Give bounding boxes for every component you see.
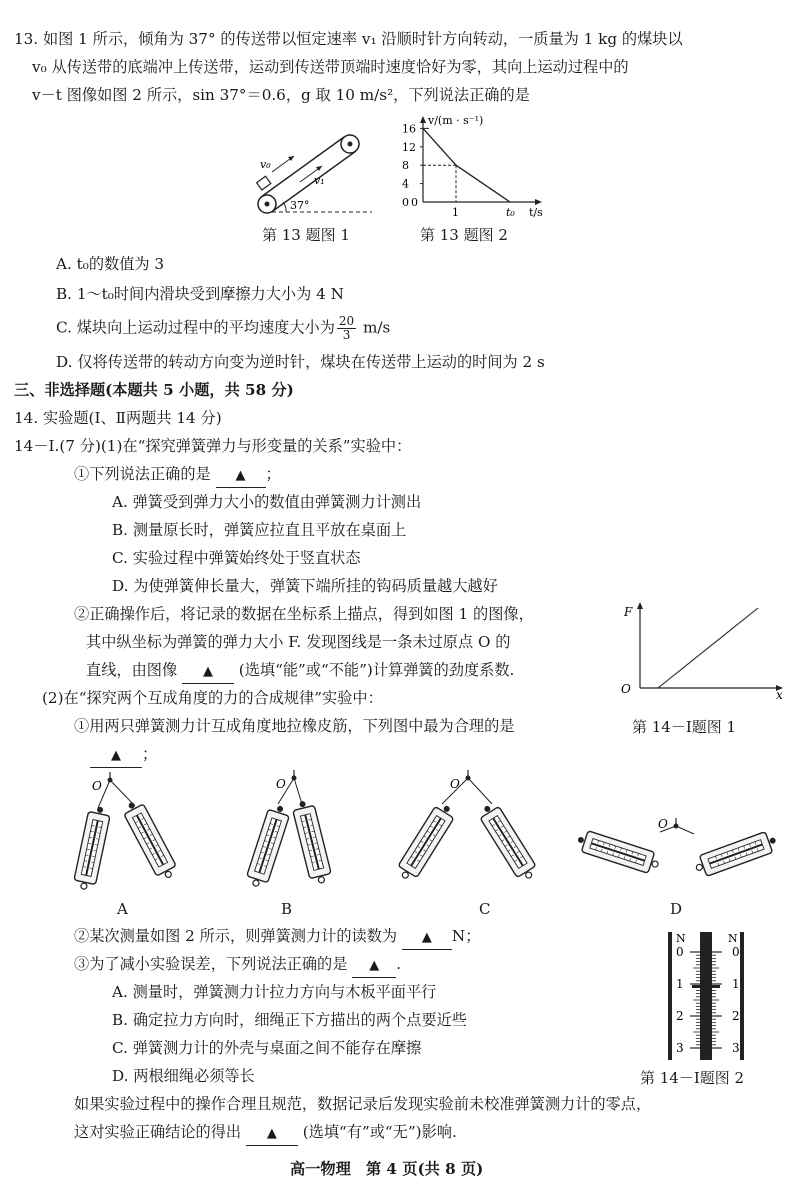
answer-blank-2[interactable]: ▲ — [182, 661, 234, 684]
answer-blank-4[interactable]: ▲ — [402, 927, 452, 950]
q13-option-c-numerator: 20 — [338, 314, 355, 328]
q14-heading: 14. 实验题(Ⅰ、Ⅱ两题共 14 分) — [14, 409, 222, 427]
scale-unit-left: N — [676, 932, 686, 945]
q13-option-c-unit: m/s — [363, 318, 391, 337]
q14-p1-q1-option-d: D. 为使弹簧伸长量大，弹簧下端所挂的钩码质量越大越好 — [112, 577, 498, 595]
q13-stem-line1: 13. 如图 1 所示，倾角为 37° 的传送带以恒定速率 v₁ 沿顺时针方向转动，一质量为 1 kg 的煤块以 — [14, 30, 683, 48]
q13-option-c-text: C. 煤块向上运动过程中的平均速度大小为 — [56, 318, 335, 337]
q13-fig2-vt-chart — [398, 110, 548, 220]
q14-p1-q2-line3 — [86, 659, 514, 684]
q13-fig2-xlabel: t/s — [529, 206, 543, 219]
q14-p1-q2-line1: ②正确操作后，将记录的数据在坐标系上描点，得到如图 1 的图像， — [74, 605, 534, 623]
q14-fig-i2-caption: 第 14－Ⅰ题图 2 — [640, 1069, 745, 1087]
q14-p1-q1-option-a: A. 弹簧受到弹力大小的数值由弹簧测力计测出 — [112, 493, 422, 511]
q14-p2-q1-text: ①用两只弹簧测力计互成角度地拉橡皮筋，下列图中最为合理的是 — [74, 717, 515, 735]
q14-p1-q1-text: ①下列说法正确的是 — [74, 465, 211, 483]
q14-fig-i1-F: F — [624, 605, 633, 619]
vt-xtick-1: 1 — [452, 206, 459, 219]
q13-fig1-caption: 第 13 题图 1 — [262, 226, 350, 244]
q14-fig-i1-origin: O — [621, 682, 631, 696]
scale-label-left-2: 2 — [676, 1009, 684, 1023]
q14-last-line2 — [74, 1121, 457, 1146]
scale-label-left-1: 1 — [676, 977, 684, 991]
q14-p2-heading: (2)在“探究两个互成角度的力的合成规律”实验中： — [42, 689, 383, 707]
spring-figure-c — [394, 770, 539, 883]
q14-p2-q2 — [74, 925, 480, 950]
q13-fig1-conveyor — [252, 122, 382, 217]
q13-fig2-caption: 第 13 题图 2 — [420, 226, 508, 244]
footer — [290, 1158, 483, 1180]
q14-p1-q1: ①下列说法正确的是 ▲ ； — [74, 463, 281, 488]
q14-fig-i1-graph — [618, 600, 788, 700]
q14-fig-i1-x: x — [776, 688, 783, 700]
spring-figure-a — [73, 772, 180, 891]
q14-p2-q3-option-c: C. 弹簧测力计的外壳与桌面之间不能存在摩擦 — [112, 1039, 422, 1057]
q14-fig-i2-scale-reading — [662, 930, 752, 1062]
q14-p2-spring-figures — [70, 768, 780, 898]
fig-d-O-label: O — [658, 817, 668, 831]
q13-option-c — [56, 315, 390, 342]
vt-ytick-4: 4 — [402, 177, 409, 191]
q14-last-line2-post: (选填“有”或“无”)影响. — [302, 1123, 457, 1141]
q14-p1-q1-option-c: C. 实验过程中弹簧始终处于竖直状态 — [112, 549, 361, 567]
q14-part1-heading: 14－Ⅰ.(7 分)(1)在“探究弹簧弹力与形变量的关系”实验中： — [14, 437, 412, 455]
scale-label-left-3: 3 — [676, 1041, 684, 1055]
fig-label-a: A — [117, 900, 128, 918]
scale-label-right-3: 3 — [732, 1041, 740, 1055]
q13-option-d: D. 仅将传送带的转动方向变为逆时针，煤块在传送带上运动的时间为 2 s — [56, 353, 545, 371]
spring-figure-b — [245, 770, 333, 889]
q14-fig-i1-caption: 第 14－Ⅰ题图 1 — [632, 718, 737, 736]
q14-p2-q3-text: ③为了减小实验误差，下列说法正确的是 — [74, 955, 348, 973]
vt-ytick-8: 8 — [402, 159, 409, 173]
q13-option-b: B. 1～t₀时间内滑块受到摩擦力大小为 4 N — [56, 285, 344, 303]
q14-last-line2-pre: 这对实验正确结论的得出 — [74, 1123, 242, 1141]
q13-option-c-fraction — [337, 315, 356, 342]
q14-p2-q3-option-b: B. 确定拉力方向时，细绳正下方描出的两个点要近些 — [112, 1011, 467, 1029]
fig-label-d: D — [670, 900, 683, 918]
answer-blank-1[interactable]: ▲ — [216, 465, 266, 488]
answer-blank-6[interactable]: ▲ — [246, 1123, 298, 1146]
answer-blank-5[interactable]: ▲ — [352, 955, 396, 978]
scale-label-right-0: 0 — [732, 945, 740, 959]
spring-figure-d — [575, 817, 780, 879]
fig-b-O-label: O — [276, 777, 286, 791]
q13-fig1-v1: v₁ — [314, 174, 325, 187]
q13-option-c-denominator: 3 — [342, 328, 351, 342]
vt-series-line — [423, 128, 510, 202]
vt-ytick-0: 0 — [402, 196, 409, 209]
q14-p1-q1-option-b: B. 测量原长时，弹簧应拉直且平放在桌面上 — [112, 521, 407, 539]
vt-ytick-12: 12 — [402, 140, 416, 154]
scale-unit-right: N — [728, 932, 738, 945]
fig-label-b: B — [281, 900, 293, 918]
fig-label-c: C — [479, 900, 491, 918]
fig-c-O-label: O — [450, 777, 460, 791]
q14-p2-q2-post: N； — [451, 927, 481, 945]
scale-label-right-1: 1 — [732, 977, 740, 991]
q13-stem-line3: v－t 图像如图 2 所示，sin 37°＝0.6，g 取 10 m/s²，下列说法正确的是 — [32, 86, 530, 104]
q14-p1-q2-line2: 其中纵坐标为弹簧的弹力大小 F. 发现图线是一条未过原点 O 的 — [86, 633, 511, 651]
q14-p2-q3: ③为了减小实验误差，下列说法正确的是 ▲ . — [74, 953, 401, 978]
footer-page: 第 4 页(共 8 页) — [365, 1160, 484, 1178]
vt-ytick-16: 16 — [402, 122, 416, 136]
q14-p1-q2-line3-post: (选填“能”或“不能”)计算弹簧的劲度系数. — [238, 661, 515, 679]
section3-heading: 三、非选择题(本题共 5 小题，共 58 分) — [14, 381, 294, 399]
q13-fig1-angle: 37° — [290, 199, 310, 212]
footer-subject: 高一物理 — [290, 1160, 351, 1178]
q14-p1-q2-line3-pre: 直线，由图像 — [86, 661, 178, 679]
vt-xtick-t₀: t₀ — [506, 206, 515, 219]
q13-fig1-v0: v₀ — [260, 158, 271, 171]
q13-fig2-origin: 0 — [411, 196, 418, 209]
q14-last-line1: 如果实验过程中的操作合理且规范，数据记录后发现实验前未校准弹簧测力计的零点， — [74, 1095, 652, 1113]
q14-p2-q3-option-a: A. 测量时，弹簧测力计拉力方向与木板平面平行 — [112, 983, 437, 1001]
q13-fig2-ylabel: v/(m · s⁻¹) — [428, 114, 484, 127]
q13-option-a: A. t₀的数值为 3 — [56, 255, 165, 273]
q14-p2-q3-option-d: D. 两根细绳必须等长 — [112, 1067, 255, 1085]
answer-blank-3[interactable]: ▲ — [90, 745, 142, 768]
fig-a-O-label: O — [92, 779, 102, 793]
scale-label-left-0: 0 — [676, 945, 684, 959]
q13-stem-line2: v₀ 从传送带的底端冲上传送带，运动到传送带顶端时速度恰好为零，其向上运动过程中的 — [32, 58, 629, 76]
scale-label-right-2: 2 — [732, 1009, 740, 1023]
q14-p2-q2-pre: ②某次测量如图 2 所示，则弹簧测力计的读数为 — [74, 927, 398, 945]
q14-p2-q1-blank-line: ▲ ； — [90, 743, 157, 768]
